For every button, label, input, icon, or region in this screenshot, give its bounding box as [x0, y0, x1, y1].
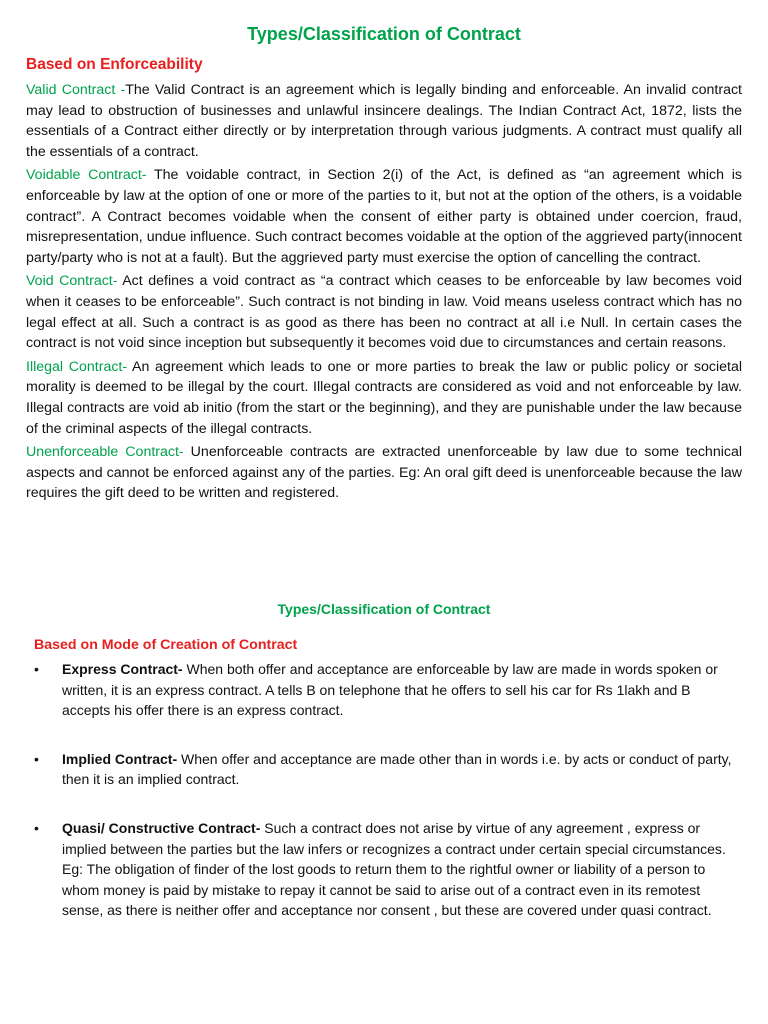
illegal-contract-term: Illegal Contract- — [26, 358, 128, 375]
mode-of-creation-section — [34, 637, 734, 921]
express-contract-term: Express Contract- — [62, 661, 183, 677]
unenforceable-contract-paragraph — [26, 442, 742, 504]
list-item — [34, 749, 734, 790]
valid-contract-text: The Valid Contract is an agreement which is legally binding and enforceable. An invalid contract may lead to obstruction of businesses and unlawful insincere dealings. The Indian Contract Act, 1872, lists the essentials of a Contract either directly or by interpretation through various judgments. A contract must qualify all the essentials of a contract. — [26, 82, 742, 160]
express-contract-text: When both offer and acceptance are enforceable by law are made in words spoken or written, it is an express contract. A tells B on telephone that he offers to sell his car for Rs 1lakh and B accepts his offer there is an express contract. — [62, 661, 718, 719]
bullet-icon: • — [34, 661, 39, 677]
page-title: Types/Classification of Contract — [247, 24, 521, 44]
list-item — [34, 818, 734, 921]
unenforceable-contract-text: Unenforceable contracts are extracted unenforceable by law due to some technical aspects and cannot be enforced against any of the parties. Eg: An oral gift deed is unenforceable because the law requires the gift deed to be written and registered. — [26, 444, 742, 502]
voidable-contract-term: Voidable Contract- — [26, 167, 147, 184]
implied-contract-term: Implied Contract- — [62, 750, 178, 767]
void-contract-text: Act defines a void contract as “a contract which ceases to be enforceable by law becomes void when it ceases to be enforceable”. Such contract is not binding in law. Void means useless contract which has no legal effect at all. Such a contract is as good as there has been no contract at all i.e Null. In certain cases the contract is not void since inception but subsequently it becomes void due to circumstances and certain reasons. — [26, 273, 742, 352]
voidable-contract-paragraph — [26, 165, 742, 268]
void-contract-term: Void Contract- — [26, 273, 118, 290]
illegal-contract-paragraph — [26, 357, 742, 439]
implied-contract-text: When offer and acceptance are made other than in words i.e. by acts or conduct of party, then it is an implied contract. — [62, 750, 732, 788]
quasi-contract-term: Quasi/ Constructive Contract- — [62, 819, 261, 836]
bullet-icon: • — [34, 750, 39, 767]
valid-contract-paragraph — [26, 80, 742, 162]
list-item — [34, 659, 734, 721]
section-subtitle: Types/Classification of Contract — [277, 601, 491, 617]
unenforceable-contract-term: Unenforceable Contract- — [26, 444, 184, 461]
enforceability-section — [26, 56, 742, 507]
void-contract-paragraph — [26, 271, 742, 353]
mode-of-creation-heading: Based on Mode of Creation of Contract — [34, 637, 298, 653]
valid-contract-term: Valid Contract - — [26, 82, 126, 98]
quasi-contract-text: Such a contract does not arise by virtue of any agreement , express or implied between the parties but the law infers or recognizes a contract under certain special circumstances. Eg: The obligation of finder of the lost goods to return them to the rightful owner or liability of a person to whom money is paid by mistake to repay it cannot be said to arise out of a contract even in its remotest sense, as there is neither offer and acceptance nor consent , but these are covered under quasi contract. — [62, 819, 726, 919]
bullet-icon: • — [34, 819, 39, 836]
illegal-contract-text: An agreement which leads to one or more parties to break the law or public policy or societal morality is deemed to be illegal by the court. Illegal contracts are considered as void and not enforceable by law. Illegal contracts are void ab initio (from the start or the beginning), and they are punishable under the law because of the criminal aspects of the illegal contracts. — [26, 358, 743, 437]
voidable-contract-text: The voidable contract, in Section 2(i) of the Act, is defined as “an agreement which is enforceable by law at the option of one or more of the parties to it, but not at the option of the others, is a voidable contract”. A Contract becomes voidable when the consent of either party is obtained under coercion, fraud, misrepresentation, undue influence. Such contract becomes voidable at the option of the aggrieved party(innocent party/party who is not at a fault). But the aggrieved party must exercise the option of cancelling the contract. — [26, 167, 742, 266]
enforceability-heading: Based on Enforceability — [26, 56, 203, 73]
creation-bullet-list — [34, 659, 734, 921]
